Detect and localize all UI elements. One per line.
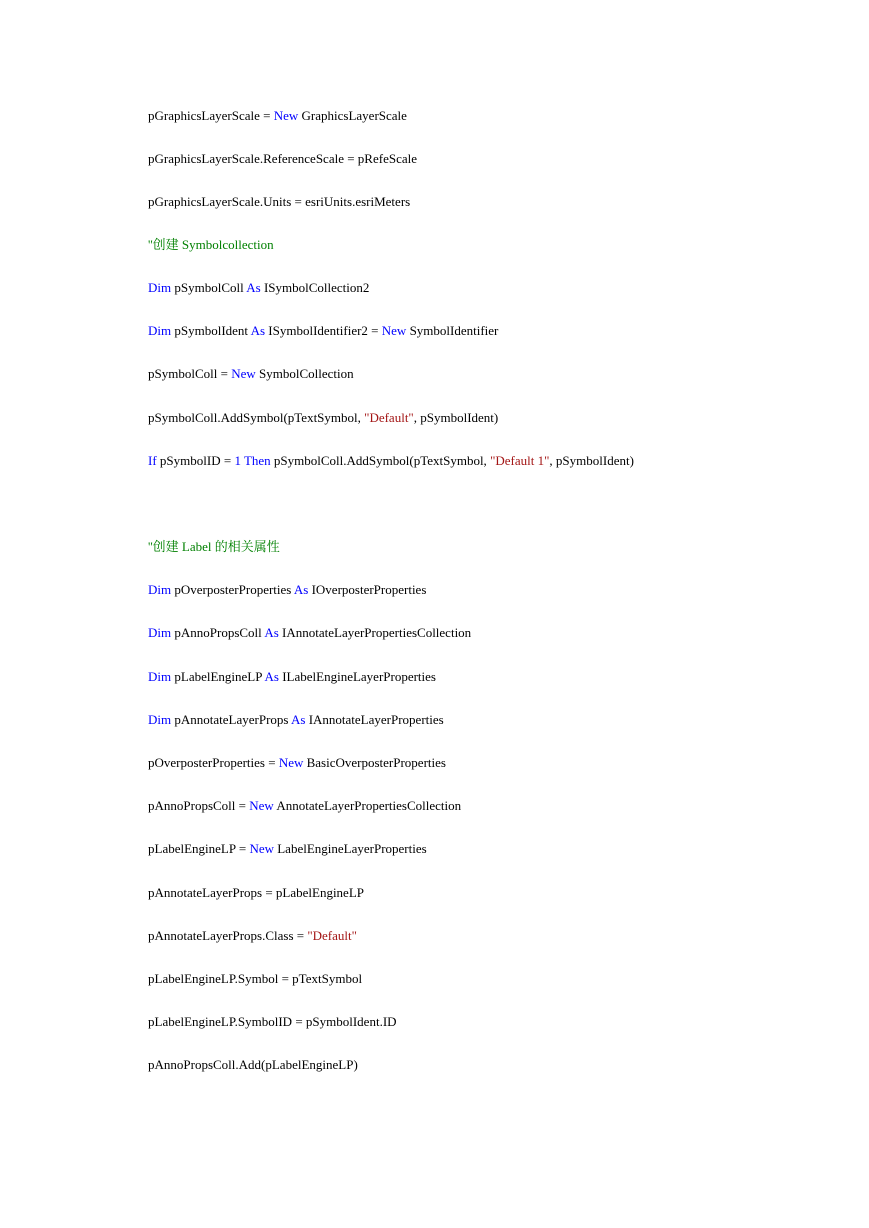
code-token: ISymbolCollection2	[260, 280, 370, 295]
code-token: IOverposterProperties	[308, 582, 427, 597]
code-token: pSymbolColl.AddSymbol(pTextSymbol,	[148, 410, 365, 425]
code-line	[148, 237, 274, 253]
code-token: As	[264, 625, 279, 640]
code-line	[148, 798, 461, 814]
code-token: New	[249, 841, 274, 856]
code-token: Dim	[148, 712, 172, 727]
code-token: New	[381, 323, 407, 338]
code-token: BasicOverposterProperties	[303, 755, 446, 770]
code-token: pSymbolColl.AddSymbol(pTextSymbol,	[270, 453, 491, 468]
code-token: pSymbolIdent	[171, 323, 251, 338]
code-line	[148, 755, 446, 771]
code-line	[148, 971, 362, 987]
code-line	[148, 151, 417, 167]
code-token: pAnnoPropsColl.Add(pLabelEngineLP)	[148, 1057, 358, 1072]
code-line	[148, 453, 634, 469]
code-token: New	[273, 108, 299, 123]
code-token: "Default"	[307, 928, 357, 943]
code-token: pGraphicsLayerScale.Units = esriUnits.esriMeters	[148, 194, 411, 209]
code-token: pAnnoPropsColl =	[148, 798, 250, 813]
code-token: ILabelEngineLayerProperties	[278, 669, 436, 684]
code-token: AnnotateLayerPropertiesCollection	[273, 798, 462, 813]
code-token: pAnnotateLayerProps	[171, 712, 291, 727]
code-token: ''创建 Label 的相关属性	[148, 539, 280, 554]
code-token: GraphicsLayerScale	[298, 108, 407, 123]
code-token: , pSymbolIdent)	[549, 453, 634, 468]
code-token: "Default"	[364, 410, 414, 425]
code-token: ''创建 Symbolcollection	[148, 237, 274, 252]
code-token: As	[264, 669, 279, 684]
code-line	[148, 280, 369, 296]
code-line	[148, 194, 410, 210]
code-token: Dim	[148, 323, 172, 338]
code-token: pAnnotateLayerProps.Class =	[148, 928, 308, 943]
code-token: As	[246, 280, 261, 295]
code-line	[148, 366, 354, 382]
code-line	[148, 885, 364, 901]
code-line	[148, 841, 427, 857]
code-token: pLabelEngineLP.SymbolID = pSymbolIdent.ID	[148, 1014, 397, 1029]
code-token: IAnnotateLayerPropertiesCollection	[278, 625, 472, 640]
code-token: Dim	[148, 280, 172, 295]
code-line	[148, 108, 407, 124]
code-token: Dim	[148, 625, 172, 640]
code-token: As	[293, 582, 309, 597]
code-token: pGraphicsLayerScale.ReferenceScale = pRefeScale	[148, 151, 417, 166]
code-token: pLabelEngineLP =	[148, 841, 250, 856]
code-token: , pSymbolIdent)	[413, 410, 499, 425]
code-token: New	[278, 755, 304, 770]
code-line	[148, 625, 471, 641]
code-token: Dim	[148, 669, 172, 684]
code-token: As	[291, 712, 306, 727]
code-token: pSymbolColl =	[148, 366, 232, 381]
code-line	[148, 323, 498, 339]
code-line	[148, 712, 444, 728]
code-line	[148, 410, 498, 426]
code-line	[148, 1014, 397, 1030]
code-token: If	[148, 453, 157, 468]
code-line	[148, 539, 280, 555]
code-token: As	[250, 323, 266, 338]
code-line	[148, 669, 436, 685]
code-token: pGraphicsLayerScale =	[148, 108, 274, 123]
code-token: pOverposterProperties	[171, 582, 294, 597]
code-line	[148, 1057, 358, 1073]
code-token: ISymbolIdentifier2 =	[265, 323, 382, 338]
code-token: New	[231, 366, 256, 381]
code-token: pSymbolColl	[171, 280, 247, 295]
code-token: 1	[234, 453, 241, 468]
code-token: Then	[243, 453, 271, 468]
code-token: pSymbolID =	[156, 453, 235, 468]
code-token: SymbolIdentifier	[406, 323, 499, 338]
code-token: "Default 1"	[490, 453, 550, 468]
code-token: pAnnoPropsColl	[171, 625, 265, 640]
code-line	[148, 582, 426, 598]
code-token: New	[249, 798, 274, 813]
code-token: pOverposterProperties =	[148, 755, 279, 770]
code-token: Dim	[148, 582, 172, 597]
code-token: IAnnotateLayerProperties	[305, 712, 444, 727]
code-line	[148, 928, 357, 944]
code-token: pAnnotateLayerProps = pLabelEngineLP	[148, 885, 364, 900]
code-token: SymbolCollection	[255, 366, 354, 381]
code-token: pLabelEngineLP.Symbol = pTextSymbol	[148, 971, 363, 986]
code-token: pLabelEngineLP	[171, 669, 265, 684]
code-token: LabelEngineLayerProperties	[273, 841, 427, 856]
